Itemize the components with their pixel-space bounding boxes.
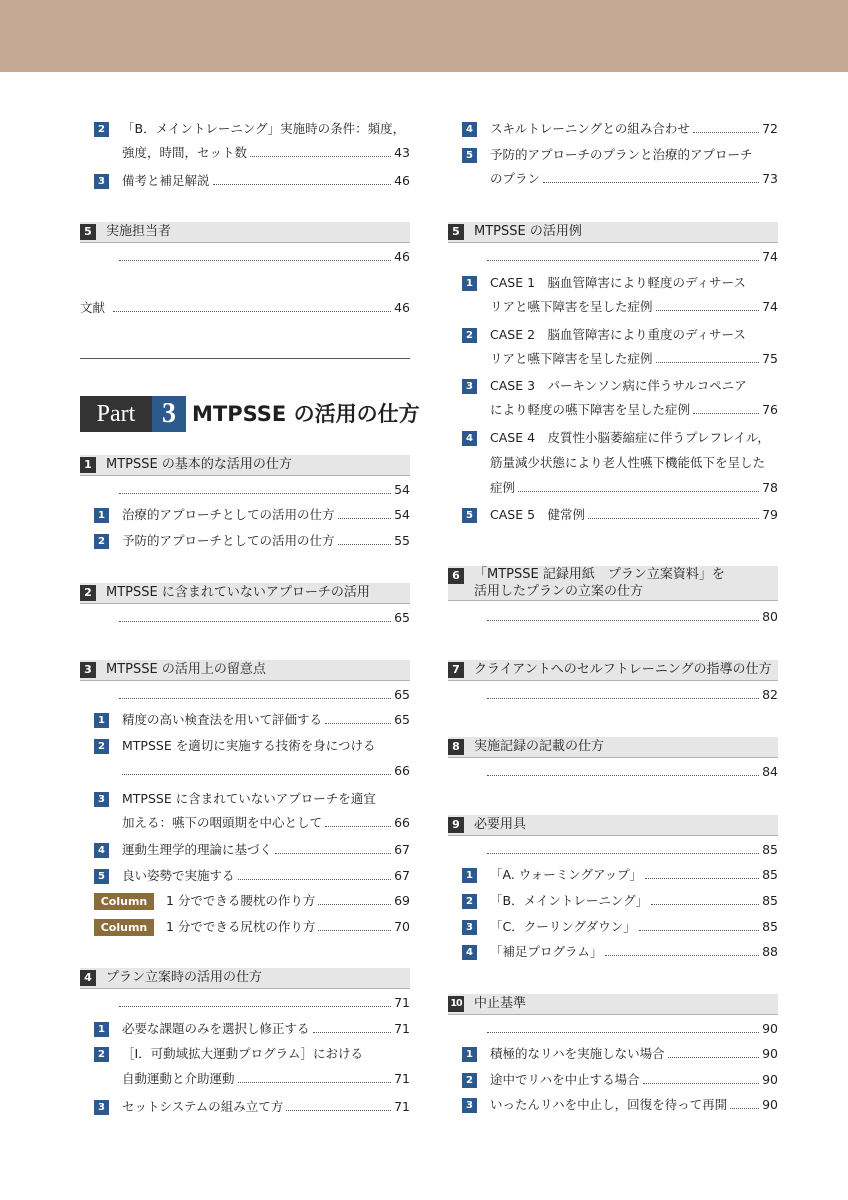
section-heading[interactable]	[80, 660, 410, 681]
entry-text: 「B．メイントレーニング」実施時の条件：頻度，	[122, 121, 406, 136]
entry-text: CASE 3 パーキンソン病に伴うサルコペニア	[490, 378, 747, 393]
page-number: 90	[762, 1097, 778, 1112]
entry-text: 積極的なリハを実施しない場合	[490, 1046, 665, 1061]
entry-text: 運動生理学的理論に基づく	[122, 842, 273, 857]
page-number: 79	[762, 507, 778, 522]
entry-text: リアと嚥下障害を呈した症例	[490, 299, 653, 314]
toc-entry[interactable]	[448, 504, 778, 526]
entry-number: 4	[94, 843, 109, 858]
toc-entry[interactable]	[80, 1043, 410, 1065]
section-number: 6	[448, 568, 464, 584]
toc-entry[interactable]	[80, 865, 410, 887]
entry-number: 2	[94, 1047, 109, 1062]
section-page-row	[80, 479, 410, 501]
entry-number: 2	[462, 894, 477, 909]
entry-number: 4	[462, 945, 477, 960]
toc-entry-cont[interactable]	[448, 296, 778, 318]
section-heading[interactable]	[448, 994, 778, 1015]
section-number: 1	[80, 457, 96, 473]
entry-number: 3	[94, 174, 109, 189]
page-number: 67	[394, 868, 410, 883]
page-number: 55	[394, 533, 410, 548]
toc-entry-cont[interactable]	[80, 760, 410, 782]
entry-text: 加える：嚥下の咽頭期を中心として	[122, 815, 323, 830]
part-title: MTPSSE の活用の仕方	[192, 402, 420, 426]
entry-number: 4	[462, 431, 477, 446]
part-label: Part	[80, 396, 152, 432]
entry-text: CASE 5 健常例	[490, 507, 586, 522]
entry-number: 1	[94, 508, 109, 523]
page-number: 74	[762, 299, 778, 314]
page-number: 74	[762, 249, 778, 264]
entry-number: 5	[462, 508, 477, 523]
toc-entry-cont[interactable]	[448, 399, 778, 421]
entry-number: 3	[462, 920, 477, 935]
column-badge: Column	[94, 919, 154, 936]
toc-entry[interactable]	[448, 427, 778, 449]
page-number: 46	[394, 249, 410, 264]
entry-number: 1	[94, 1022, 109, 1037]
toc-entry[interactable]	[80, 530, 410, 552]
page-number: 72	[762, 121, 778, 136]
toc-entry[interactable]	[80, 1018, 410, 1040]
entry-text: ［Ⅰ．可動域拡大運動プログラム］における	[122, 1046, 364, 1061]
header-band	[0, 0, 848, 72]
toc-entry[interactable]	[80, 735, 410, 757]
entry-text: MTPSSE を適切に実施する技術を身につける	[122, 738, 376, 753]
page-number: 54	[394, 507, 410, 522]
entry-number: 1	[94, 713, 109, 728]
toc-entry[interactable]	[80, 118, 410, 140]
page-number: 66	[394, 815, 410, 830]
entry-text: により軽度の嚥下障害を呈した症例	[490, 402, 691, 417]
page-number: 46	[394, 173, 410, 188]
toc-entry-column[interactable]	[80, 890, 410, 912]
entry-text: CASE 2 脳血管障害により重度のディサース	[490, 327, 746, 342]
entry-number: 4	[462, 122, 477, 137]
page-number: 90	[762, 1072, 778, 1087]
entry-text: 筋量減少状態により老人性嚥下機能低下を呈した	[490, 455, 766, 470]
entry-number: 2	[462, 1073, 477, 1088]
toc-entry[interactable]	[80, 504, 410, 526]
page-number: 88	[762, 944, 778, 959]
page-number: 69	[394, 893, 410, 908]
page-number: 85	[762, 867, 778, 882]
entry-number: 2	[94, 534, 109, 549]
toc-entry[interactable]	[80, 1096, 410, 1118]
section-page-row	[448, 246, 778, 268]
section-number: 5	[80, 224, 96, 240]
toc-entry-bunken[interactable]	[80, 297, 410, 319]
entry-text: 「C．クーリングダウン」	[490, 919, 636, 934]
section-title: MTPSSE の活用上の留意点	[106, 662, 266, 677]
page-number: 54	[394, 482, 410, 497]
section-title: 実施記録の記載の仕方	[474, 739, 605, 754]
toc-entry[interactable]	[448, 916, 778, 938]
entry-number: 3	[462, 1098, 477, 1113]
section-heading[interactable]	[448, 815, 778, 836]
entry-number: 2	[94, 122, 109, 137]
toc-entry-cont[interactable]	[80, 1068, 410, 1090]
section-title: 「MTPSSE 記録用紙 プラン立案資料」を	[474, 567, 725, 582]
page-number: 67	[394, 842, 410, 857]
page-number: 76	[762, 402, 778, 417]
toc-entry-column[interactable]	[80, 916, 410, 938]
section-page-row	[448, 1018, 778, 1040]
entry-text: CASE 1 脳血管障害により軽度のディサース	[490, 275, 746, 290]
entry-number: 5	[94, 869, 109, 884]
toc-entry[interactable]	[448, 1043, 778, 1065]
entry-text: 必要な課題のみを選択し修正する	[122, 1021, 310, 1036]
entry-text: 自動運動と介助運動	[122, 1071, 235, 1086]
toc-entry-cont[interactable]	[448, 477, 778, 499]
page-number: 65	[394, 687, 410, 702]
entry-number: 3	[94, 792, 109, 807]
entry-text: 1 分でできる腰枕の作り方	[166, 893, 316, 908]
entry-number: 2	[94, 739, 109, 754]
entry-number: 1	[462, 276, 477, 291]
page-number: 71	[394, 1021, 410, 1036]
page-number: 73	[762, 171, 778, 186]
toc-entry[interactable]	[448, 118, 778, 140]
toc-entry[interactable]	[448, 272, 778, 294]
section-heading[interactable]	[448, 222, 778, 243]
entry-text: 治療的アプローチとしての活用の仕方	[122, 507, 335, 522]
toc-entry[interactable]	[448, 1094, 778, 1116]
entry-text: 強度，時間，セット数	[122, 145, 248, 160]
page-number: 84	[762, 764, 778, 779]
entry-text: MTPSSE に含まれていないアプローチを適宜	[122, 791, 376, 806]
page-number: 65	[394, 712, 410, 727]
toc-entry[interactable]	[80, 170, 410, 192]
section-page-row	[80, 607, 410, 629]
section-page-row	[448, 839, 778, 861]
page-number: 46	[394, 300, 410, 315]
part-number: 3	[152, 396, 186, 432]
toc-entry[interactable]	[448, 890, 778, 912]
toc-entry[interactable]	[448, 864, 778, 886]
toc-entry-cont[interactable]	[448, 348, 778, 370]
toc-entry[interactable]	[80, 709, 410, 731]
section-title: 実施担当者	[106, 224, 172, 239]
page-number: 85	[762, 893, 778, 908]
toc-entry[interactable]	[448, 1069, 778, 1091]
toc-entry[interactable]	[448, 324, 778, 346]
entry-text: 良い姿勢で実施する	[122, 868, 235, 883]
entry-text: 精度の高い検査法を用いて評価する	[122, 712, 323, 727]
entry-text: 備考と補足解説	[122, 173, 210, 188]
entry-text: いったんリハを中止し，回復を待って再開	[490, 1097, 728, 1112]
section-title: プラン立案時の活用の仕方	[106, 970, 263, 985]
toc-entry[interactable]	[80, 788, 410, 810]
page-number: 90	[762, 1046, 778, 1061]
page-number: 43	[394, 145, 410, 160]
page-number: 71	[394, 1099, 410, 1114]
section-heading[interactable]	[80, 455, 410, 476]
entry-text: 文献	[80, 300, 106, 315]
toc-entry-cont[interactable]	[80, 142, 410, 164]
entry-text: 「B．メイントレーニング」	[490, 893, 649, 908]
section-heading[interactable]	[448, 737, 778, 758]
section-heading[interactable]	[448, 566, 778, 601]
page-number: 75	[762, 351, 778, 366]
page-number: 71	[394, 995, 410, 1010]
section-page-row	[80, 992, 410, 1014]
entry-text: 途中でリハを中止する場合	[490, 1072, 640, 1087]
leader-dots	[250, 156, 391, 157]
section-title: クライアントへのセルフトレーニングの指導の仕方	[474, 662, 772, 677]
page-number: 66	[394, 763, 410, 778]
section-number: 2	[80, 585, 96, 601]
entry-text: スキルトレーニングとの組み合わせ	[490, 121, 690, 136]
page-number: 70	[394, 919, 410, 934]
section-page-row	[448, 761, 778, 783]
toc-entry[interactable]	[448, 144, 778, 166]
toc-entry[interactable]	[80, 839, 410, 861]
entry-text: セットシステムの組み立て方	[122, 1099, 284, 1114]
column-badge: Column	[94, 893, 154, 910]
page-number: 90	[762, 1021, 778, 1036]
entry-text: 予防的アプローチのプランと治療的アプローチ	[490, 147, 753, 162]
entry-text: CASE 4 皮質性小脳萎縮症に伴うプレフレイル，	[490, 430, 770, 445]
entry-text: 症例	[490, 480, 516, 495]
section-number: 3	[80, 662, 96, 678]
entry-number: 3	[462, 379, 477, 394]
page-number: 85	[762, 919, 778, 934]
section-title: 中止基準	[474, 996, 527, 1011]
entry-text: 「補足プログラム」	[490, 944, 603, 959]
page-number: 78	[762, 480, 778, 495]
entry-number: 2	[462, 328, 477, 343]
section-title: 必要用具	[474, 817, 527, 832]
page-number: 80	[762, 609, 778, 624]
section-number: 9	[448, 817, 464, 833]
toc-entry-cont[interactable]	[448, 452, 778, 474]
entry-number: 5	[462, 148, 477, 163]
section-number: 8	[448, 739, 464, 755]
section-title: MTPSSE の活用例	[474, 224, 582, 239]
page-number: 65	[394, 610, 410, 625]
page-number: 85	[762, 842, 778, 857]
page-number: 82	[762, 687, 778, 702]
toc-entry-cont[interactable]	[448, 168, 778, 190]
entry-text: 1 分でできる尻枕の作り方	[166, 919, 316, 934]
toc-entry-cont[interactable]	[80, 812, 410, 834]
page-number: 71	[394, 1071, 410, 1086]
section-page-row	[448, 684, 778, 706]
section-title: MTPSSE の基本的な活用の仕方	[106, 457, 292, 472]
entry-text: 予防的アプローチとしての活用の仕方	[122, 533, 335, 548]
entry-text: 「A. ウォーミングアップ」	[490, 867, 643, 882]
section-heading[interactable]	[80, 583, 410, 604]
section-heading[interactable]	[80, 968, 410, 989]
entry-number: 1	[462, 1047, 477, 1062]
section-page-row	[448, 606, 778, 628]
toc-entry[interactable]	[448, 941, 778, 963]
divider	[80, 358, 410, 359]
section-page-row	[80, 684, 410, 706]
entry-text: のプラン	[490, 171, 541, 186]
entry-number: 1	[462, 868, 477, 883]
toc-entry[interactable]	[448, 375, 778, 397]
section-title: 活用したプランの立案の仕方	[474, 584, 644, 599]
section-heading[interactable]	[448, 660, 778, 681]
entry-text: リアと嚥下障害を呈した症例	[490, 351, 653, 366]
section-number: 4	[80, 970, 96, 986]
section-page-row	[80, 246, 410, 268]
section-number: 7	[448, 662, 464, 678]
section-title: MTPSSE に含まれていないアプローチの活用	[106, 585, 370, 600]
entry-number: 3	[94, 1100, 109, 1115]
section-number: 10	[448, 996, 464, 1012]
section-heading[interactable]	[80, 222, 410, 243]
section-number: 5	[448, 224, 464, 240]
